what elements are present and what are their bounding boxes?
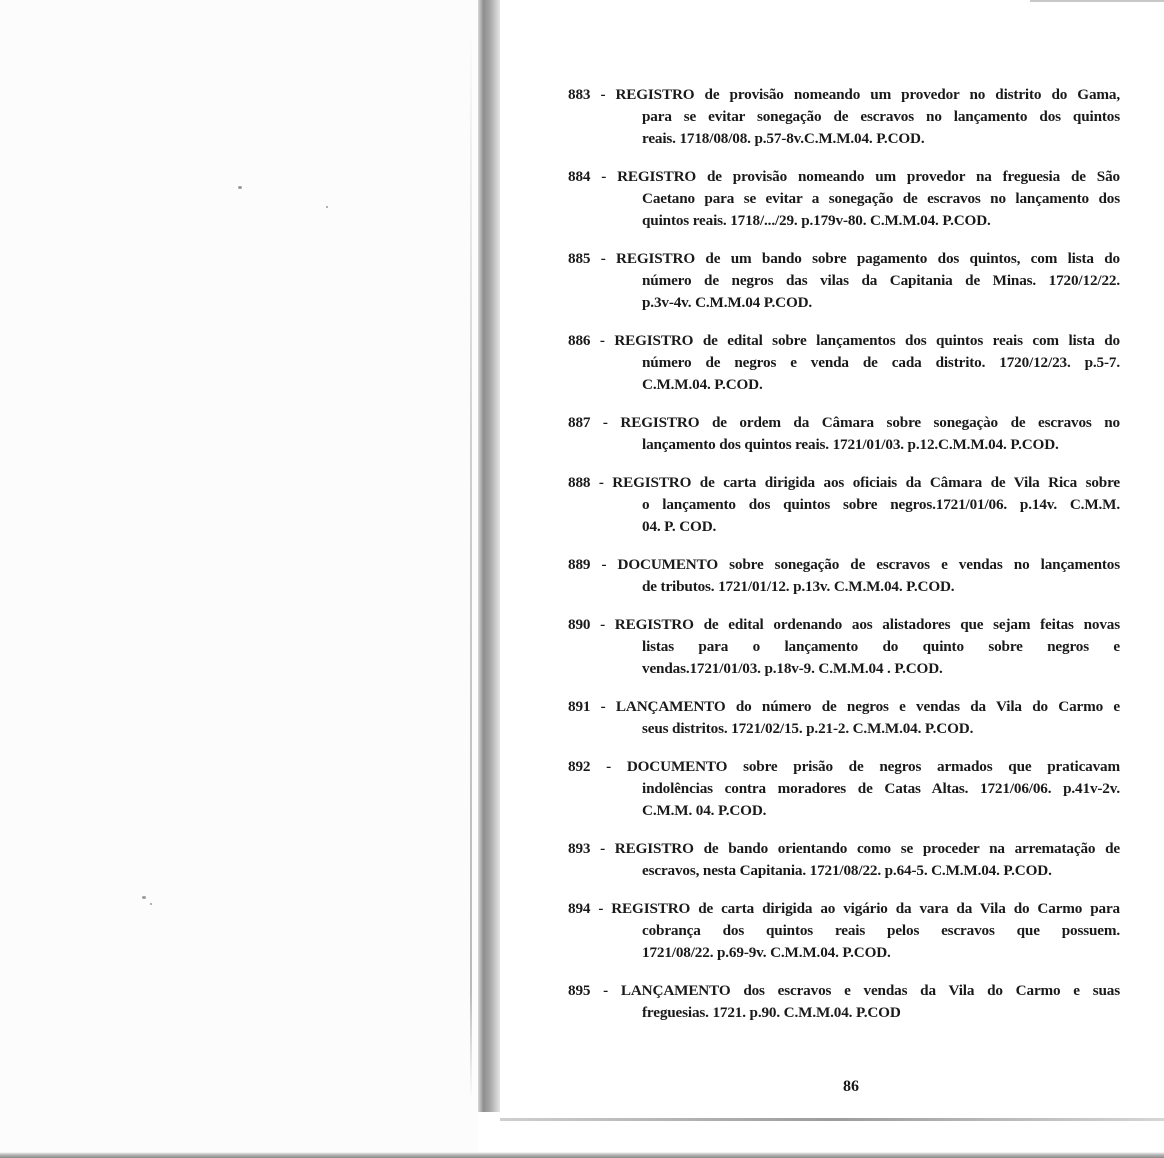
catalog-entry — [568, 412, 1120, 456]
entry-text-line: cobrança dos quintos reais pelos escravos que possuem. — [642, 922, 1120, 939]
entry-text-line: o lançamento dos quintos sobre negros.1721/01/06. p.14v. C.M.M. — [642, 496, 1120, 513]
entry-heading-line: 889 - DOCUMENTO sobre sonegação de escravos e vendas no lançamentos — [568, 556, 1120, 573]
scan-speck — [142, 896, 146, 899]
catalog-entry — [568, 166, 1120, 232]
entry-heading-line: 894 - REGISTRO de carta dirigida ao vigário da vara da Vila do Carmo para — [568, 900, 1120, 917]
entry-text-line: escravos, nesta Capitania. 1721/08/22. p.64-5. C.M.M.04. P.COD. — [642, 862, 1052, 879]
page-number: 86 — [843, 1078, 859, 1095]
book-spine-gutter — [478, 0, 500, 1112]
entry-text-line: para se evitar sonegação de escravos no lançamento dos quintos — [642, 108, 1120, 125]
catalog-entry — [568, 472, 1120, 538]
entry-heading-line: 893 - REGISTRO de bando orientando como se proceder na arrematação de — [568, 840, 1120, 857]
catalog-entry — [568, 980, 1120, 1024]
entry-text-line: listas para o lançamento do quinto sobre negros e — [642, 638, 1120, 655]
entry-text-line: vendas.1721/01/03. p.18v-9. C.M.M.04 . P.COD. — [642, 660, 943, 677]
entry-text-line: C.M.M.04. P.COD. — [642, 376, 763, 393]
left-blank-page — [0, 0, 478, 1158]
entry-text-line: de tributos. 1721/01/12. p.13v. C.M.M.04. P.COD. — [642, 578, 955, 595]
catalog-entry — [568, 756, 1120, 822]
page-top-edge — [1030, 0, 1164, 2]
entry-heading-line: 883 - REGISTRO de provisão nomeando um provedor no distrito do Gama, — [568, 86, 1120, 103]
scan-speck — [150, 903, 152, 905]
entry-heading-line: 895 - LANÇAMENTO dos escravos e vendas da Vila do Carmo e suas — [568, 982, 1120, 999]
entry-heading-line: 891 - LANÇAMENTO do número de negros e vendas da Vila do Carmo e — [568, 698, 1120, 715]
catalog-entry — [568, 554, 1120, 598]
entry-text-line: indolências contra moradores de Catas Altas. 1721/06/06. p.41v-2v. — [642, 780, 1120, 797]
entry-text-line: número de negros das vilas da Capitania de Minas. 1720/12/22. — [642, 272, 1120, 289]
entry-heading-line: 887 - REGISTRO de ordem da Câmara sobre sonegaçào de escravos no — [568, 414, 1120, 431]
catalog-entry — [568, 838, 1120, 882]
catalog-entry — [568, 898, 1120, 964]
entry-text-line: 1721/08/22. p.69-9v. C.M.M.04. P.COD. — [642, 944, 891, 961]
catalog-entry — [568, 330, 1120, 396]
entry-text-line: seus distritos. 1721/02/15. p.21-2. C.M.M.04. P.COD. — [642, 720, 974, 737]
entry-text-line: quintos reais. 1718/.../29. p.179v-80. C.M.M.04. P.COD. — [642, 212, 991, 229]
scan-speck — [238, 186, 242, 189]
entry-heading-line: 885 - REGISTRO de um bando sobre pagamento dos quintos, com lista do — [568, 250, 1120, 267]
entry-text-line: lançamento dos quintos reais. 1721/01/03. p.12.C.M.M.04. P.COD. — [642, 436, 1059, 453]
catalog-entry-list — [568, 84, 1120, 1024]
entry-heading-line: 884 - REGISTRO de provisão nomeando um provedor na freguesia de São — [568, 168, 1120, 185]
scan-bottom-edge — [0, 1152, 1164, 1158]
entry-text-line: freguesias. 1721. p.90. C.M.M.04. P.COD — [642, 1004, 901, 1021]
scan-speck — [326, 206, 328, 208]
catalog-entry — [568, 248, 1120, 314]
entry-heading-line: 890 - REGISTRO de edital ordenando aos alistadores que sejam feitas novas — [568, 616, 1120, 633]
catalog-entry — [568, 696, 1120, 740]
entry-heading-line: 886 - REGISTRO de edital sobre lançamentos dos quintos reais com lista do — [568, 332, 1120, 349]
page-gutter-line — [470, 20, 472, 1100]
entry-text-line: C.M.M. 04. P.COD. — [642, 802, 767, 819]
entry-text-line: p.3v-4v. C.M.M.04 P.COD. — [642, 294, 813, 311]
catalog-entry — [568, 84, 1120, 150]
entry-text-line: 04. P. COD. — [642, 518, 717, 535]
entry-text-line: número de negros e venda de cada distrito. 1720/12/23. p.5-7. — [642, 354, 1120, 371]
page-bottom-edge — [500, 1118, 1164, 1121]
entry-text-line: Caetano para se evitar a sonegação de escravos no lançamento dos — [642, 190, 1120, 207]
entry-heading-line: 892 - DOCUMENTO sobre prisão de negros armados que praticavam — [568, 758, 1120, 775]
entry-text-line: reais. 1718/08/08. p.57-8v.C.M.M.04. P.COD. — [642, 130, 925, 147]
entry-heading-line: 888 - REGISTRO de carta dirigida aos oficiais da Câmara de Vila Rica sobre — [568, 474, 1120, 491]
catalog-entry — [568, 614, 1120, 680]
